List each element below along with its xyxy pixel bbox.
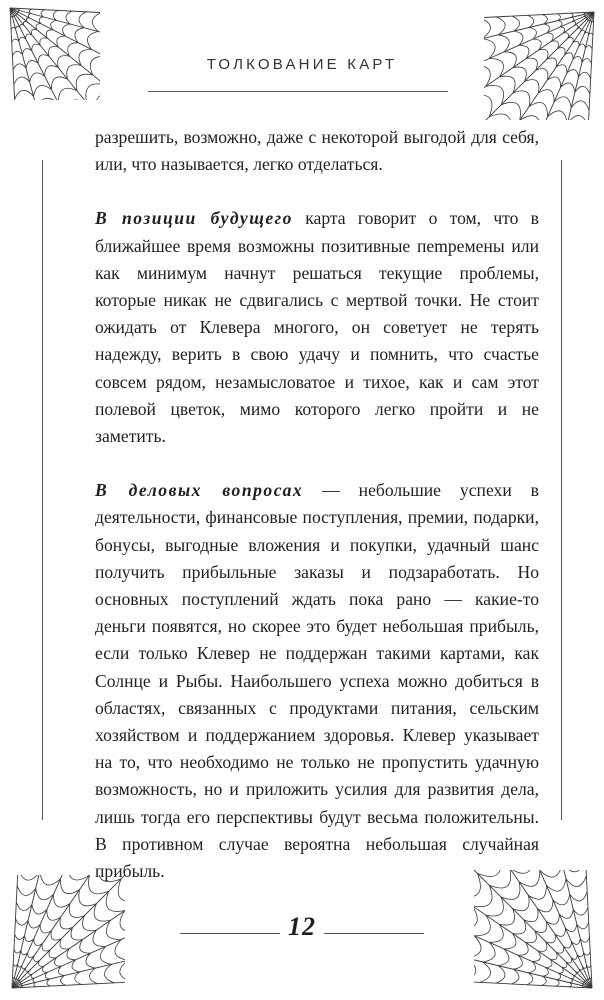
header-rule xyxy=(148,91,448,92)
paragraph xyxy=(95,124,539,178)
cobweb-icon xyxy=(0,0,100,100)
running-head: ТОЛКОВАНИЕ КАРТ xyxy=(206,56,398,73)
paragraph-text: карта говорит о том, что в ближайшее время возможны позитивные пеmремены или как минимум начнут решаться текущие проблемы, которые никак не сдвигались с мертвой точки. Не стоит ожидать от Клевера многого, он советует не терять надежду, верить в свою удачу и помнить, что счастье совсем рядом, незамысловатое и тихое, как и сам этот полевой цветок, мимо которого легко пройти и не заметить. xyxy=(95,208,539,447)
paragraph-text: — небольшие успехи в деятельности, финансовые поступления, премии, подарки, бонусы, выгодные вложения и покупки, удачный шанс получить прибыльные заказы и подзаработать. Но основных поступлений ждать пока рано — какие-то деньги появятся, но скорее это будет небольшая прибыль, если только Клевер не поддержан такими картами, как Солнце и Рыбы. Наибольшего успеха можно добиться в областях, связанных с продуктами питания, сельским хозяйством и поддержанием здоровья. Клевер указывает на то, что необходимо не только не пропустить удачную возможность, но и приложить усилия для развития дела, лишь тогда его перспективы будут весьма положительны. В противном случае вероятна небольшая случайная прибыль. xyxy=(95,480,539,882)
frame-line-left xyxy=(42,160,43,820)
paragraph-lead: В позиции будущего xyxy=(95,208,293,229)
frame-line-right xyxy=(561,160,562,820)
paragraph xyxy=(95,205,539,450)
page-number: 12 xyxy=(288,912,316,941)
body-text xyxy=(95,124,539,885)
paragraph-text: разрешить, возможно, даже с некоторой выгодой для себя, или, что называется, легко отделаться. xyxy=(95,127,539,175)
paragraph-lead: В деловых вопросах xyxy=(95,480,304,501)
paragraph xyxy=(95,477,539,885)
